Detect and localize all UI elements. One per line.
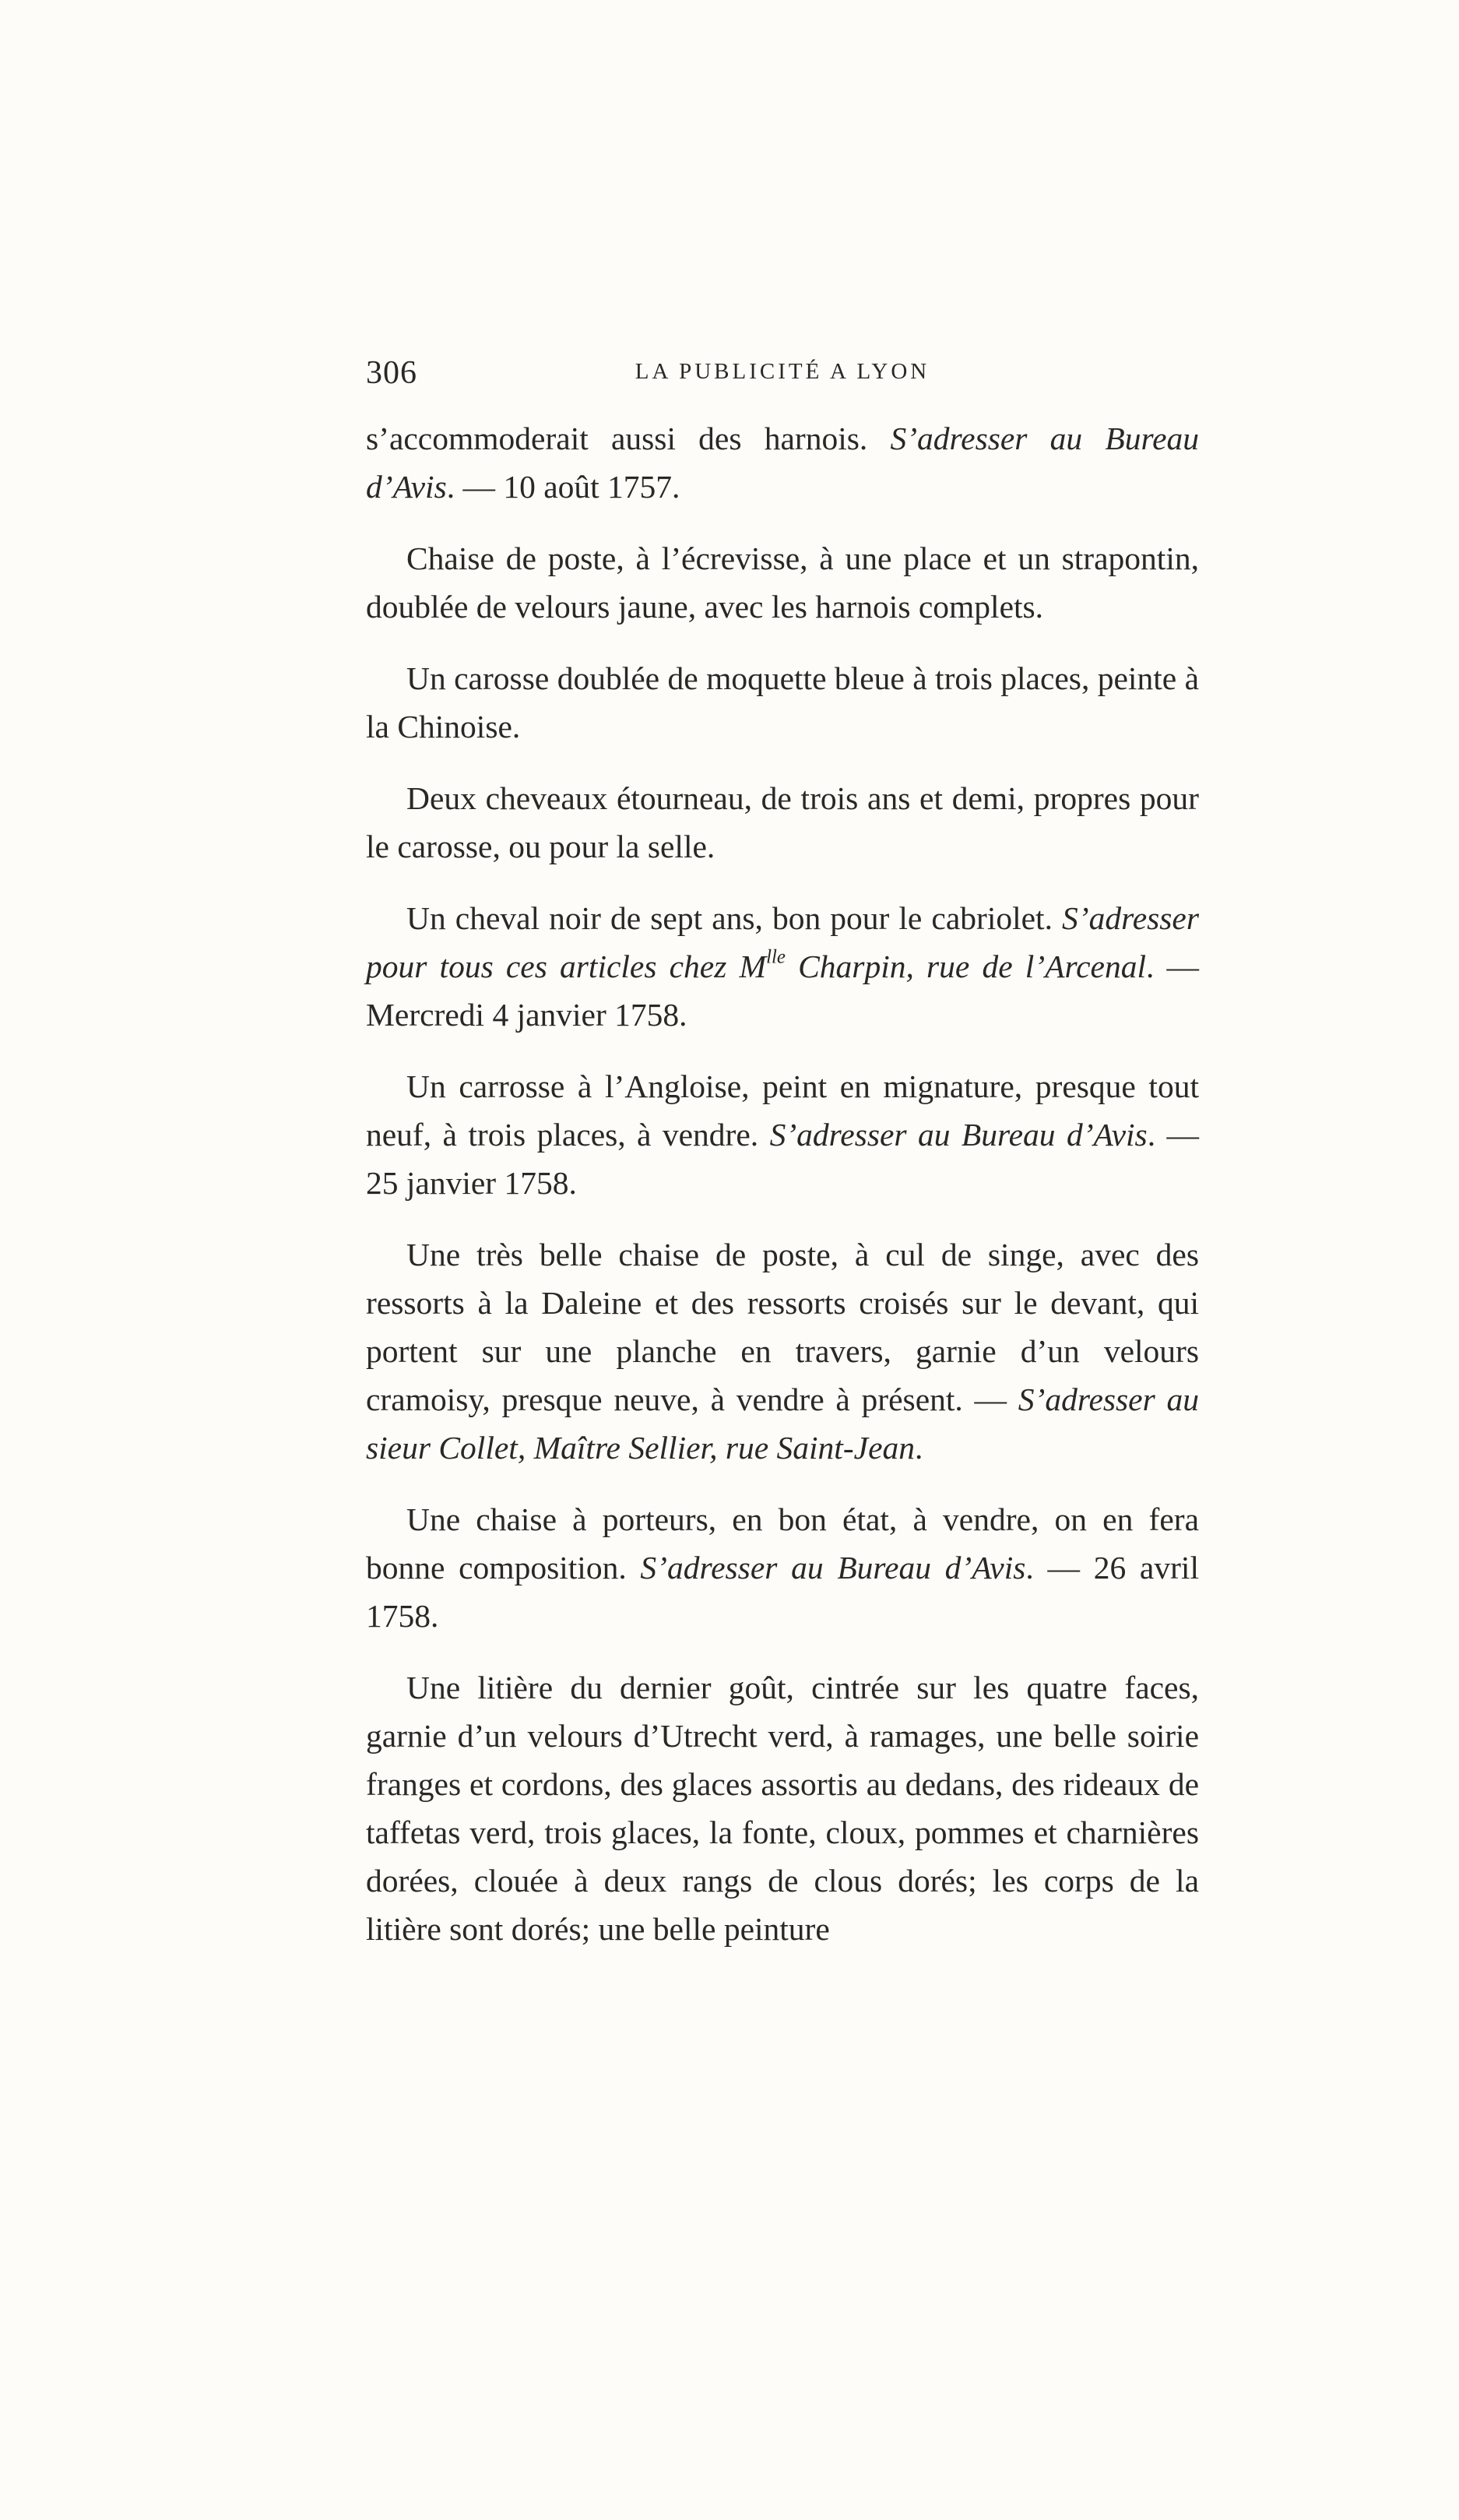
paragraph-1-address: S’adresser au Bureau d’Avis (366, 421, 1199, 505)
paragraph-2: Chaise de poste, à l’écrevisse, à une place et un strapontin, doublée de velours jaune, avec les harnois complets. (366, 540, 1199, 625)
running-title: LA PUBLICITÉ A LYON (635, 359, 930, 384)
paragraph-3: Un carosse doublée de moquette bleue à trois places, peinte à la Chinoise. (366, 660, 1199, 744)
paragraph-5-date: . — Mercredi 4 janvier 1758. (366, 949, 1200, 1033)
paragraph-5-superscript: lle (766, 946, 786, 968)
paragraph-4: Deux cheveaux étourneau, de trois ans et demi, propres pour le carosse, ou pour la selle. (366, 780, 1199, 864)
paragraph-5-address-end: Charpin, rue de l’Arcenal (785, 949, 1146, 984)
paragraph-8 (366, 1495, 1199, 1640)
paragraph-8-date: . — 26 avril 1758. (366, 1550, 1199, 1634)
paragraph-6 (366, 1062, 1199, 1207)
page-header (366, 354, 1199, 401)
paragraph-1 (366, 414, 1199, 511)
paragraph-5-text: Un cheval noir de sept ans, bon pour le cabriolet. (406, 900, 1063, 936)
paragraph-6-text: Un carrosse à l’Angloise, peint en mignature, presque tout neuf, à trois places, à vendre. (366, 1068, 1199, 1153)
paragraph-6-address: S’adresser au Bureau d’Avis (769, 1117, 1148, 1153)
paragraph-9: Une litière du dernier goût, cintrée sur les quatre faces, garnie d’un velours d’Utrecht verd, à ramages, une belle soirie franges et cordons, des glaces assortis au dedans, des rideaux de taffetas verd, trois glaces, la fonte, cloux, pommes et charnières dorées, clouée à deux rangs de clous dorés; les corps de la litière sont dorés; une belle peinture (366, 1670, 1199, 1947)
paragraph-5 (366, 894, 1199, 1039)
paragraph-7 (366, 1230, 1199, 1472)
paragraph-7-end: . (915, 1430, 923, 1466)
paragraph-6-date: . — 25 janvier 1758. (366, 1117, 1199, 1201)
paragraph-7-text: Une très belle chaise de poste, à cul de singe, avec des ressorts à la Daleine et des ressorts croisés sur le devant, qui portent sur une planche en travers, garnie d’un velours cramoisy, presque neuve, à vendre à présent. — (366, 1237, 1199, 1417)
body-text (366, 414, 1199, 1953)
paragraph-7-address: S’adresser au sieur Collet, Maître Sellier, rue Saint-Jean (366, 1381, 1199, 1466)
page-number: 306 (366, 355, 417, 391)
paragraph-5-address: S’adresser pour tous ces articles chez M (366, 900, 1199, 984)
paragraph-8-address: S’adresser au Bureau d’Avis (640, 1550, 1026, 1586)
paragraph-1-text: s’accommoderait aussi des harnois. (366, 421, 891, 456)
paragraph-8-text: Une chaise à porteurs, en bon état, à vendre, on en fera bonne composition. (366, 1501, 1199, 1586)
paragraph-1-date: . — 10 août 1757. (446, 469, 680, 505)
